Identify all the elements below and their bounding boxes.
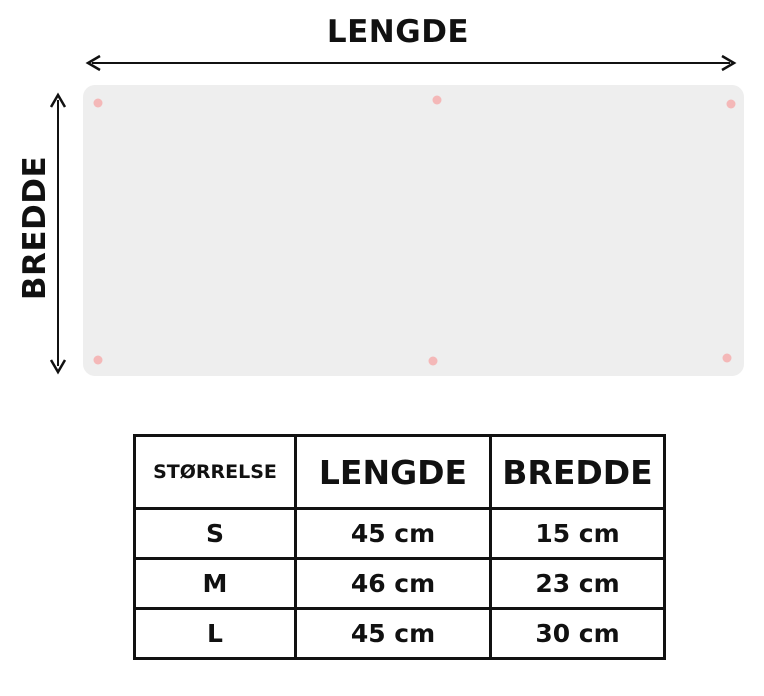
header-length: LENGDE — [296, 436, 491, 509]
length-label: LENGDE — [326, 14, 470, 50]
width-cell: 30 cm — [491, 609, 665, 659]
length-cell: 45 cm — [296, 609, 491, 659]
size-cell: L — [135, 609, 296, 659]
product-panel — [83, 85, 744, 376]
size-cell: S — [135, 509, 296, 559]
header-size: STØRRELSE — [135, 436, 296, 509]
table-row — [135, 609, 665, 659]
size-cell: M — [135, 559, 296, 609]
width-cell: 15 cm — [491, 509, 665, 559]
length-arrow — [88, 56, 734, 70]
table-row — [135, 559, 665, 609]
length-cell: 45 cm — [296, 509, 491, 559]
grommet-dot — [723, 354, 732, 363]
table-row — [135, 509, 665, 559]
width-label: BREDDE — [17, 155, 53, 301]
size-table — [133, 434, 666, 660]
width-arrow — [51, 95, 65, 372]
width-cell: 23 cm — [491, 559, 665, 609]
header-width: BREDDE — [491, 436, 665, 509]
grommet-dot — [429, 357, 438, 366]
grommet-dot — [94, 356, 103, 365]
length-cell: 46 cm — [296, 559, 491, 609]
grommet-dot — [94, 99, 103, 108]
table-header-row — [135, 436, 665, 509]
grommet-dot — [727, 100, 736, 109]
grommet-dot — [433, 96, 442, 105]
